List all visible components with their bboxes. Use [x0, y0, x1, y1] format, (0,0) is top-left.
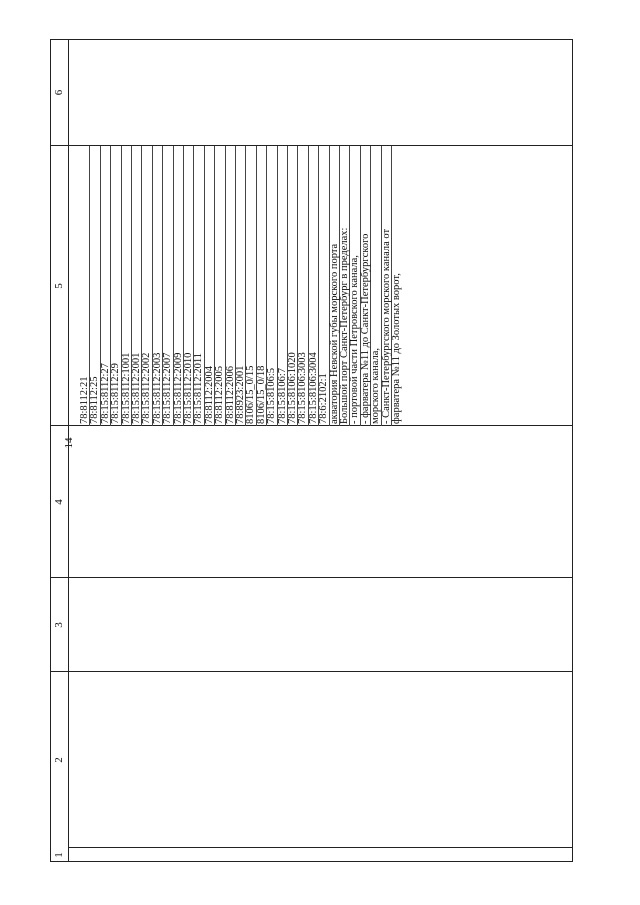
cadastral-number: 78:15:8112:1001: [122, 146, 132, 426]
column-number-2: 2: [53, 757, 65, 763]
column-number-4: 4: [53, 499, 65, 505]
cadastral-number: 78:15:8112:2002: [142, 146, 152, 426]
cadastral-number: 78:8923:2001: [236, 146, 246, 426]
page-number: 14: [63, 437, 75, 449]
description-line: - Санкт-Петербургского морского канала от: [382, 146, 392, 426]
cadastral-number: 78:15:8112:29: [111, 146, 121, 426]
description-line: фарватера №11 до Золотых ворот,: [391, 273, 402, 424]
cadastral-number: 78:15:8106:5: [267, 146, 277, 426]
description-line: - портовой части Петровского канала,: [350, 146, 360, 426]
description-line: - фарватера №11 до Санкт-Петербургского: [361, 146, 371, 426]
cadastral-number: 78:8112:2005: [215, 146, 225, 426]
column-number-1: 1: [53, 852, 65, 858]
cadastral-number: 78:8112:2004: [205, 146, 215, 426]
cadastral-number: 8106/15_0/18: [257, 146, 267, 426]
cadastral-number: 78:15:8112:2010: [184, 146, 194, 426]
cadastral-number: 78:15:8106:3004: [309, 146, 319, 426]
cadastral-number: 78:15:8112:2003: [153, 146, 163, 426]
cadastral-number: 78:15:8106:3003: [298, 146, 308, 426]
cadastral-number: 78:8112:2006: [226, 146, 236, 426]
cadastral-number: 78:8112:21: [80, 146, 90, 426]
column-number-6: 6: [53, 89, 65, 96]
column-divider: [50, 577, 573, 578]
cadastral-number: 78:15:8106:7: [278, 146, 288, 426]
cadastral-number: 78:15:8112:27: [101, 146, 111, 426]
cadastral-number: 78:15:8112:2001: [132, 146, 142, 426]
cadastral-number: 78:15:8112:2009: [174, 146, 184, 426]
cadastral-number: 8106/15_0/15: [246, 146, 256, 426]
column-number-3: 3: [53, 622, 65, 628]
column-divider: [50, 671, 573, 672]
cadastral-number: 78:15:8112:2007: [163, 146, 173, 426]
description-line: Большой порт Санкт-Петербург в пределах:: [340, 146, 350, 426]
cadastral-number: 78:15:8112:2011: [194, 146, 204, 426]
cadastral-number: 78:6:2102:1: [319, 146, 329, 426]
description-line: акватория Невской губы морского порта: [330, 146, 340, 426]
cadastral-number: 78:8112:25: [90, 146, 100, 426]
description-line: морского канала,: [371, 146, 381, 426]
header-separator: [68, 39, 69, 862]
column-divider: [68, 847, 573, 848]
cadastral-number: 78:15:8106:1020: [288, 146, 298, 426]
rotated-table: [50, 39, 573, 862]
column-number-5: 5: [53, 283, 65, 289]
